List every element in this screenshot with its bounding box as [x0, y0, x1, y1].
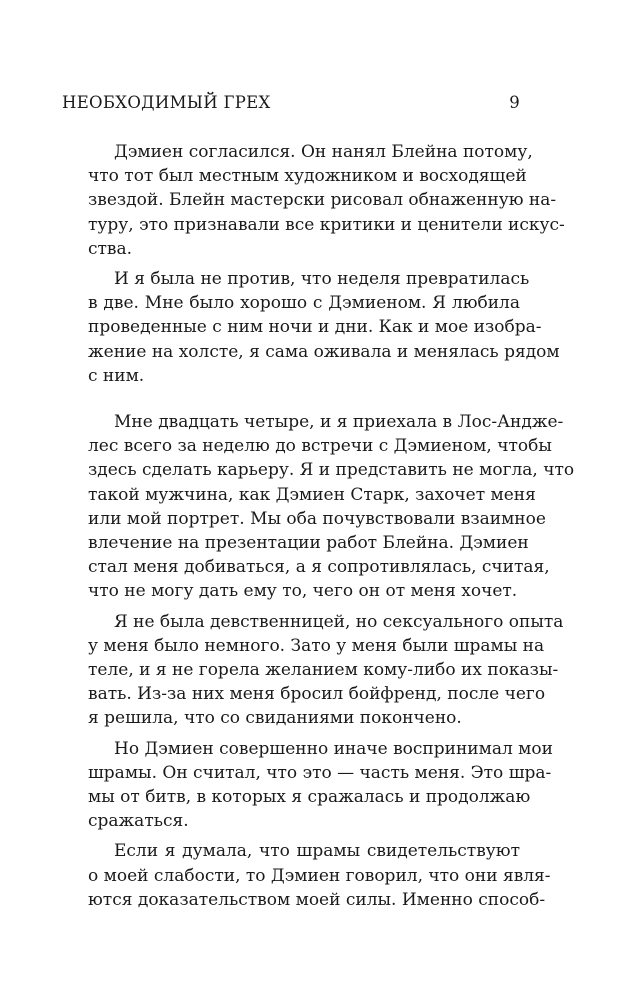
text-line: вать. Из-за них меня бросил бойфренд, после чего	[88, 684, 546, 705]
text-line: Дэмиен согласился. Он нанял Блейна потому,	[114, 142, 533, 162]
text-line: Я не была девственницей, но сексуального опыта	[114, 611, 564, 632]
text-line: звездой. Блейн мастерски рисовал обнаженную на-	[88, 190, 557, 211]
running-title: НЕОБХОДИМЫЙ ГРЕХ	[62, 93, 271, 112]
text-line: такой мужчина, как Дэмиен Старк, захочет меня	[88, 484, 536, 505]
text-line: Мне двадцать четыре, и я приехала в Лос-Андже-	[114, 412, 564, 433]
paragraph	[62, 839, 551, 912]
paragraph	[62, 410, 575, 604]
text-line: я решила, что со свиданиями покончено.	[88, 708, 462, 729]
text-line: Но Дэмиен совершенно иначе воспринимал мои	[114, 738, 553, 759]
text-line: лес всего за неделю до встречи с Дэмиеном, чтобы	[88, 436, 552, 457]
text-line: в две. Мне было хорошо с Дэмиеном. Я любила	[88, 293, 520, 314]
text-line: мы от битв, в которых я сражалась и продолжаю	[88, 787, 531, 808]
text-line: что не могу дать ему то, чего он от меня хочет.	[88, 581, 518, 602]
text-line: о моей слабости, то Дэмиен говорил, что они явля-	[88, 865, 551, 886]
text-line: туру, это признавали все критики и ценители искус-	[88, 214, 565, 235]
running-header	[62, 93, 520, 117]
text-line: или мой портрет. Мы оба почувствовали взаимное	[88, 508, 546, 529]
text-line: с ним.	[88, 365, 145, 386]
text-line: стал меня добиваться, а я сопротивлялась, считая,	[88, 557, 550, 578]
paragraph	[62, 140, 565, 261]
paragraph	[62, 737, 553, 834]
text-line: сражаться.	[88, 811, 189, 832]
body-text	[62, 140, 575, 918]
text-line: здесь сделать карьеру. Я и представить не могла, что	[88, 460, 575, 481]
paragraph	[62, 610, 564, 731]
text-line: теле, и я не горела желанием кому-либо их показы-	[88, 660, 559, 681]
paragraph	[62, 267, 560, 388]
text-line: что тот был местным художником и восходящей	[88, 166, 527, 187]
text-line: шрамы. Он считал, что это — часть меня. Это шра-	[88, 762, 552, 783]
text-line: влечение на презентации работ Блейна. Дэмиен	[88, 533, 529, 554]
text-line: у меня было немного. Зато у меня были шрамы на	[88, 635, 545, 656]
page-number: 9	[509, 93, 520, 112]
text-line: ются доказательством моей силы. Именно способ-	[88, 889, 546, 910]
text-line: Если я думала, что шрамы свидетельствуют	[114, 841, 520, 862]
text-line: проведенные с ним ночи и дни. Как и мое изобра-	[88, 317, 542, 338]
text-line: ства.	[88, 238, 133, 259]
text-line: жение на холсте, я сама оживала и менялась рядом	[88, 341, 560, 362]
text-line: И я была не против, что неделя превратилась	[114, 269, 530, 290]
